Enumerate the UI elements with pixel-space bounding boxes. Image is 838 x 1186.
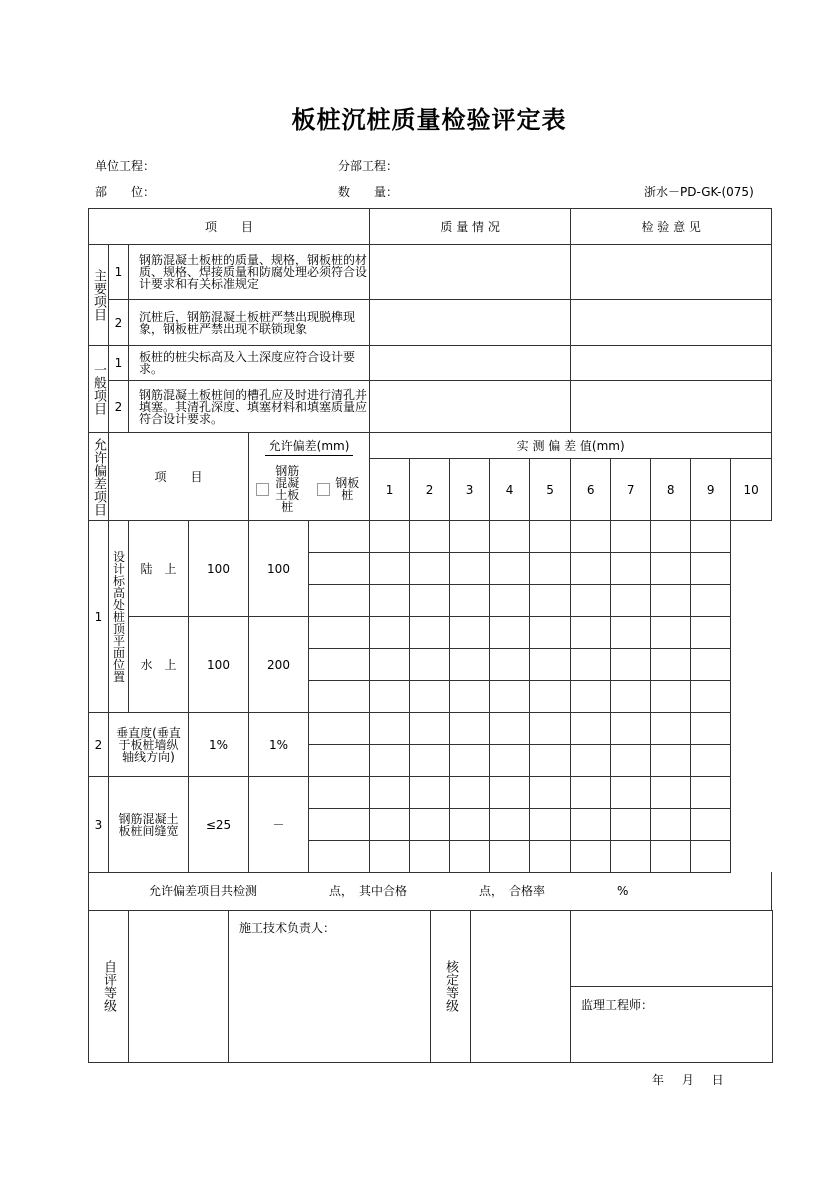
- measure-cell[interactable]: [410, 681, 450, 713]
- measure-col-header: 9: [691, 459, 731, 521]
- measure-cell[interactable]: [691, 617, 731, 649]
- measure-cell[interactable]: [651, 617, 691, 649]
- measure-col-header: 10: [731, 459, 772, 521]
- self-grade-label: 自评等级: [101, 959, 116, 1012]
- general-items-label: 一般项目: [91, 363, 106, 415]
- general-item-text: 钢筋混凝土板桩间的槽孔应及时进行清孔并填塞。其清孔深度、填塞材料和填塞质量应符合设计要求。: [129, 381, 370, 433]
- check-grade-label: 核定等级: [443, 959, 458, 1012]
- measure-cell[interactable]: [309, 521, 370, 553]
- measure-cell[interactable]: [490, 617, 530, 649]
- measure-cell[interactable]: [611, 777, 651, 809]
- rc-tolerance: 100: [189, 617, 249, 713]
- measure-cell[interactable]: [370, 809, 410, 841]
- rc-tolerance: ≤25: [189, 777, 249, 873]
- sub-item-name: 陆 上: [129, 521, 189, 617]
- measure-cell[interactable]: [370, 553, 410, 585]
- measure-cell[interactable]: [490, 681, 530, 713]
- rc-pile-checkbox[interactable]: [256, 483, 269, 496]
- measure-cell[interactable]: [611, 585, 651, 617]
- supervisor-label: 监理工程师：: [571, 986, 773, 1062]
- measure-cell[interactable]: [370, 617, 410, 649]
- header-item: 项 目: [89, 209, 370, 245]
- measure-cell[interactable]: [691, 745, 731, 777]
- rc-tolerance: 1%: [189, 713, 249, 777]
- measure-cell[interactable]: [691, 553, 731, 585]
- measure-cell[interactable]: [490, 585, 530, 617]
- measure-cell[interactable]: [571, 809, 611, 841]
- measure-cell[interactable]: [651, 521, 691, 553]
- item-number: 1: [109, 346, 129, 381]
- measure-cell[interactable]: [450, 649, 490, 681]
- measure-cell[interactable]: [651, 777, 691, 809]
- sub-project-label: 分部工程：: [338, 159, 399, 173]
- measure-cell[interactable]: [530, 713, 571, 745]
- measure-cell[interactable]: [651, 809, 691, 841]
- measure-cell[interactable]: [410, 713, 450, 745]
- steel-tolerance: 1%: [249, 713, 309, 777]
- item-number: 1: [109, 245, 129, 300]
- measure-cell[interactable]: [691, 681, 731, 713]
- item-number: 2: [89, 713, 109, 777]
- item-number: 2: [109, 381, 129, 433]
- measure-cell[interactable]: [309, 777, 370, 809]
- measure-cell[interactable]: [450, 553, 490, 585]
- location-label: 部 位：: [95, 185, 156, 199]
- unit-project-label: 单位工程：: [95, 159, 156, 173]
- quality-cell[interactable]: [370, 245, 571, 300]
- tolerance-item-name: 垂直度(垂直于板桩墙纵轴线方向): [109, 713, 189, 777]
- measure-cell[interactable]: [309, 745, 370, 777]
- check-grade-cell[interactable]: [471, 910, 571, 1062]
- measure-cell[interactable]: [691, 713, 731, 745]
- measure-cell[interactable]: [410, 585, 450, 617]
- measure-cell[interactable]: [571, 649, 611, 681]
- measure-cell[interactable]: [309, 617, 370, 649]
- measure-cell[interactable]: [490, 841, 530, 873]
- measure-col-header: 2: [410, 459, 450, 521]
- measure-cell[interactable]: [450, 617, 490, 649]
- measure-cell[interactable]: [309, 713, 370, 745]
- form-code: 浙水－PD-GK-(075): [644, 185, 754, 199]
- measure-cell[interactable]: [571, 681, 611, 713]
- self-grade-cell[interactable]: [129, 910, 229, 1062]
- measure-col-header: 6: [571, 459, 611, 521]
- measure-cell[interactable]: [490, 649, 530, 681]
- measure-cell[interactable]: [410, 553, 450, 585]
- measure-cell[interactable]: [611, 841, 651, 873]
- supervisor-opinion-cell[interactable]: [571, 910, 773, 986]
- measure-cell[interactable]: [571, 585, 611, 617]
- measure-cell[interactable]: [571, 617, 611, 649]
- item-number: 2: [109, 300, 129, 346]
- general-item-text: 板桩的桩尖标高及入土深度应符合设计要求。: [129, 346, 370, 381]
- measure-cell[interactable]: [309, 585, 370, 617]
- opinion-cell[interactable]: [571, 245, 772, 300]
- item-number: 1: [89, 521, 109, 713]
- rc-tolerance: 100: [189, 521, 249, 617]
- measure-cell[interactable]: [450, 713, 490, 745]
- measure-cell[interactable]: [530, 841, 571, 873]
- evaluation-table: [88, 208, 772, 873]
- measure-cell[interactable]: [370, 745, 410, 777]
- steel-tolerance: 100: [249, 521, 309, 617]
- measure-cell[interactable]: [370, 841, 410, 873]
- measure-col-header: 8: [651, 459, 691, 521]
- measure-cell[interactable]: [611, 617, 651, 649]
- tolerance-item-name: 钢筋混凝土板桩间缝宽: [109, 777, 189, 873]
- measure-cell[interactable]: [651, 681, 691, 713]
- measure-cell[interactable]: [370, 585, 410, 617]
- measure-cell[interactable]: [450, 681, 490, 713]
- opinion-cell[interactable]: [571, 346, 772, 381]
- quality-cell[interactable]: [370, 346, 571, 381]
- header-opinion: 检 验 意 见: [571, 209, 772, 245]
- measure-cell[interactable]: [651, 841, 691, 873]
- measure-cell[interactable]: [530, 553, 571, 585]
- opinion-cell[interactable]: [571, 381, 772, 433]
- measure-cell[interactable]: [611, 809, 651, 841]
- measure-cell[interactable]: [651, 713, 691, 745]
- measured-header: 实 测 偏 差 值(mm): [370, 433, 772, 459]
- measure-cell[interactable]: [410, 649, 450, 681]
- main-items-label: 主要项目: [91, 269, 106, 321]
- measure-cell[interactable]: [571, 553, 611, 585]
- sub-item-name: 水 上: [129, 617, 189, 713]
- measure-cell[interactable]: [611, 649, 651, 681]
- measure-cell[interactable]: [530, 617, 571, 649]
- measure-cell[interactable]: [571, 777, 611, 809]
- measure-col-header: 1: [370, 459, 410, 521]
- measure-cell[interactable]: [530, 649, 571, 681]
- tolerance-item-header: 项 目: [109, 433, 249, 521]
- tolerance-items-label: 允许偏差项目: [91, 437, 106, 516]
- opinion-cell[interactable]: [571, 300, 772, 346]
- steel-tolerance: 200: [249, 617, 309, 713]
- measure-cell[interactable]: [530, 521, 571, 553]
- measure-cell[interactable]: [410, 809, 450, 841]
- date-label: 年 月 日: [652, 1073, 724, 1087]
- constructor-label: 施工技术负责人：: [229, 910, 431, 1062]
- steel-tolerance: －: [249, 777, 309, 873]
- measure-cell[interactable]: [651, 585, 691, 617]
- main-item-text: 钢筋混凝土板桩的质量、规格，钢板桩的材质、规格、焊接质量和防腐处理必须符合设计要求和有关标准规定: [129, 245, 370, 300]
- measure-cell[interactable]: [309, 553, 370, 585]
- quality-cell[interactable]: [370, 381, 571, 433]
- measure-cell[interactable]: [370, 681, 410, 713]
- measure-cell[interactable]: [309, 841, 370, 873]
- measure-cell[interactable]: [530, 585, 571, 617]
- measure-cell[interactable]: [651, 649, 691, 681]
- measure-cell[interactable]: [530, 681, 571, 713]
- measure-cell[interactable]: [370, 777, 410, 809]
- measure-cell[interactable]: [691, 521, 731, 553]
- measure-cell[interactable]: [490, 521, 530, 553]
- rc-pile-label: 钢筋混凝土板桩: [275, 464, 300, 515]
- measure-cell[interactable]: [691, 585, 731, 617]
- measure-cell[interactable]: [571, 745, 611, 777]
- measure-cell[interactable]: [571, 521, 611, 553]
- measure-cell[interactable]: [571, 713, 611, 745]
- measure-cell[interactable]: [410, 841, 450, 873]
- measure-cell[interactable]: [410, 521, 450, 553]
- measure-cell[interactable]: [450, 521, 490, 553]
- measure-cell[interactable]: [611, 713, 651, 745]
- measure-cell[interactable]: [490, 553, 530, 585]
- measure-cell[interactable]: [691, 777, 731, 809]
- measure-cell[interactable]: [530, 809, 571, 841]
- measure-cell[interactable]: [309, 809, 370, 841]
- measure-cell[interactable]: [651, 553, 691, 585]
- quantity-label: 数 量：: [338, 185, 399, 199]
- measure-cell[interactable]: [309, 681, 370, 713]
- measure-cell[interactable]: [450, 777, 490, 809]
- measure-cell[interactable]: [450, 585, 490, 617]
- measure-cell[interactable]: [611, 521, 651, 553]
- allow-deviation-header: 允许偏差(mm): [265, 439, 354, 456]
- measure-col-header: 4: [490, 459, 530, 521]
- measure-cell[interactable]: [410, 745, 450, 777]
- measure-cell[interactable]: [410, 617, 450, 649]
- measure-cell[interactable]: [691, 841, 731, 873]
- signature-table: [88, 910, 773, 1063]
- tolerance-item-name: 设计标高处桩顶平面位置: [109, 521, 129, 713]
- page-title: 板桩沉桩质量检验评定表: [291, 106, 567, 134]
- steel-pile-checkbox[interactable]: [317, 483, 330, 496]
- measure-cell[interactable]: [611, 745, 651, 777]
- measure-cell[interactable]: [571, 841, 611, 873]
- measure-cell[interactable]: [530, 745, 571, 777]
- measure-cell[interactable]: [490, 713, 530, 745]
- header-quality: 质 量 情 况: [370, 209, 571, 245]
- quality-cell[interactable]: [370, 300, 571, 346]
- summary-table: [88, 872, 772, 911]
- measure-cell[interactable]: [370, 713, 410, 745]
- measure-cell[interactable]: [450, 809, 490, 841]
- measure-cell[interactable]: [611, 681, 651, 713]
- measure-cell[interactable]: [691, 809, 731, 841]
- item-number: 3: [89, 777, 109, 873]
- measure-cell[interactable]: [691, 649, 731, 681]
- measure-cell[interactable]: [370, 649, 410, 681]
- measure-col-header: 7: [611, 459, 651, 521]
- measure-cell[interactable]: [611, 553, 651, 585]
- measure-cell[interactable]: [651, 745, 691, 777]
- measure-cell[interactable]: [490, 809, 530, 841]
- measure-cell[interactable]: [490, 777, 530, 809]
- measure-cell[interactable]: [370, 521, 410, 553]
- measure-cell[interactable]: [450, 745, 490, 777]
- summary-text: 允许偏差项目共检测 点， 其中合格 点， 合格率 %: [89, 872, 772, 910]
- measure-cell[interactable]: [530, 777, 571, 809]
- measure-cell[interactable]: [309, 649, 370, 681]
- measure-cell[interactable]: [490, 745, 530, 777]
- measure-col-header: 3: [450, 459, 490, 521]
- main-item-text: 沉桩后，钢筋混凝土板桩严禁出现脱榫现象，钢板桩严禁出现不联锁现象: [129, 300, 370, 346]
- measure-col-header: 5: [530, 459, 571, 521]
- measure-cell[interactable]: [410, 777, 450, 809]
- steel-pile-label: 钢板桩: [335, 476, 360, 503]
- measure-cell[interactable]: [450, 841, 490, 873]
